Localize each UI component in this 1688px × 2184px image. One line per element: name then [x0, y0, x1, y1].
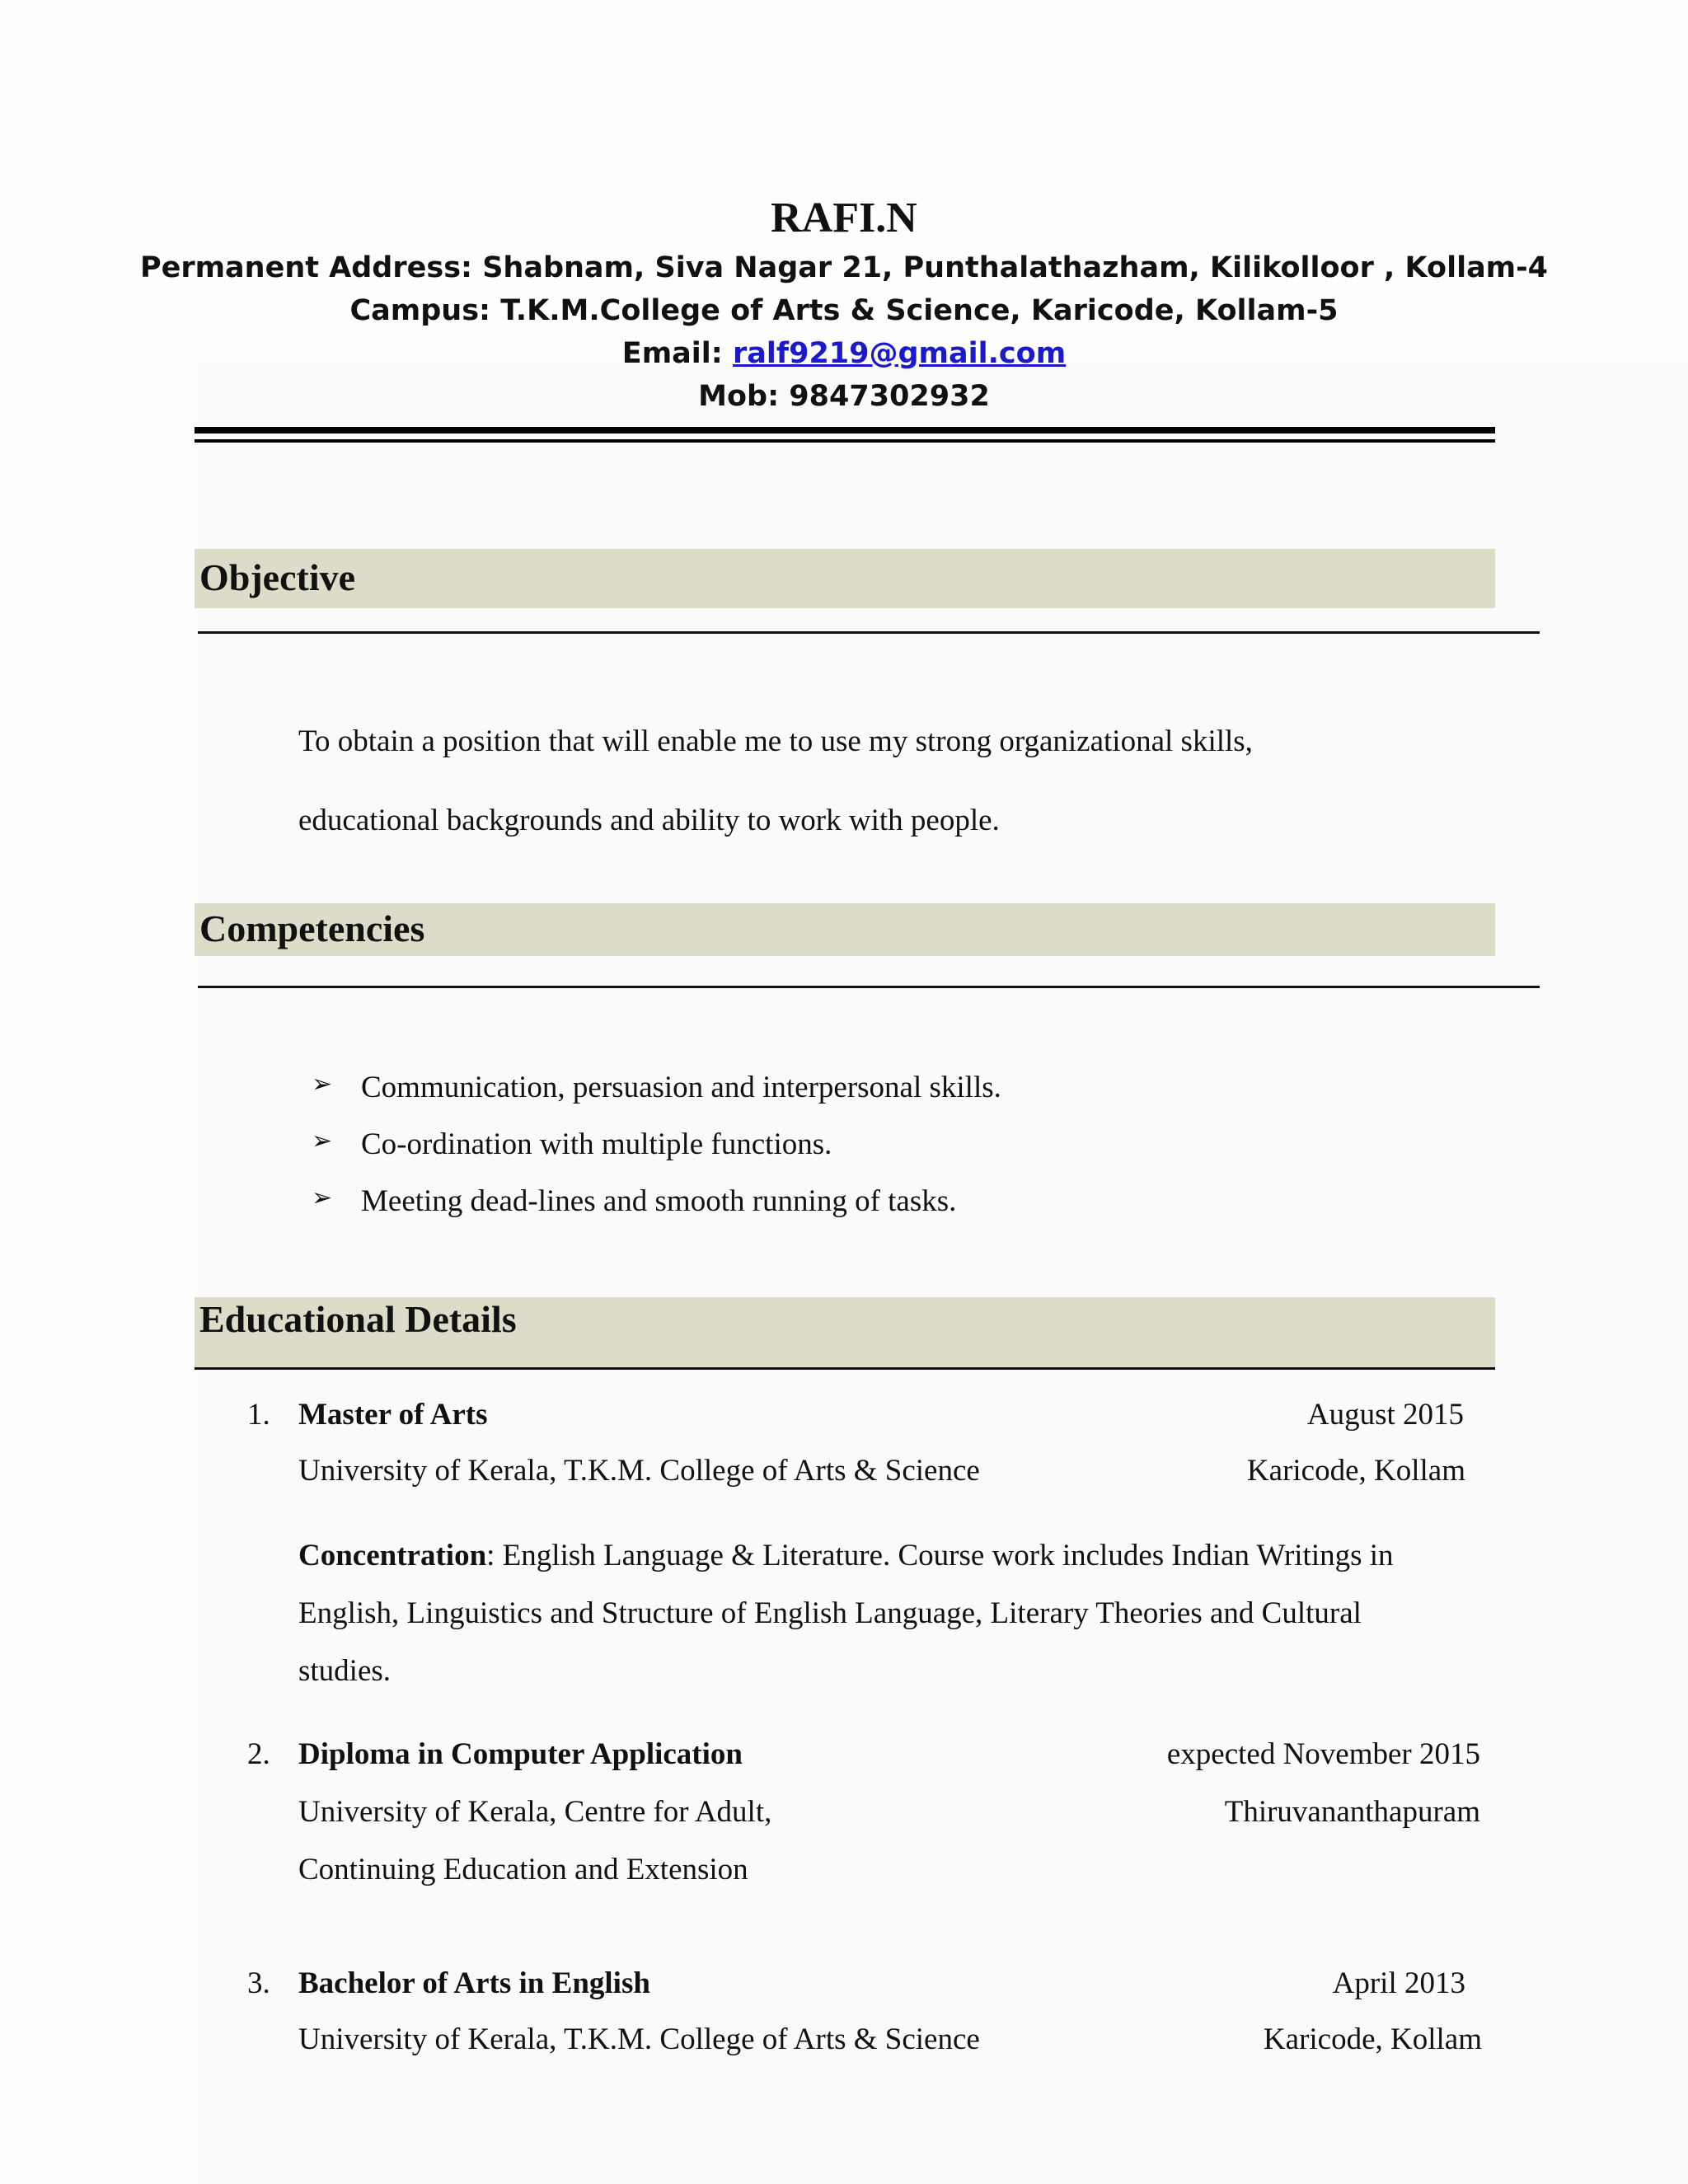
institution: University of Kerala, T.K.M. College of Arts & Science	[298, 2022, 980, 2056]
objective-heading-band	[195, 549, 1495, 608]
education-entry-number: 1.	[247, 1398, 270, 1432]
degree-title: Diploma in Computer Application	[298, 1737, 743, 1771]
competency-text: Communication, persuasion and interpersonal skills.	[361, 1071, 1001, 1104]
education-heading-band	[195, 1297, 1495, 1368]
page-background	[198, 363, 1688, 2184]
degree-date: expected November 2015	[1166, 1737, 1480, 1771]
competencies-heading: Competencies	[199, 907, 425, 949]
objective-line-1: To obtain a position that will enable me to use my strong organizational skills,	[298, 724, 1253, 758]
arrow-bullet-icon: ➢	[312, 1183, 333, 1212]
competency-text: Co-ordination with multiple functions.	[361, 1127, 832, 1161]
concentration-text: : English Language & Literature. Course work includes Indian Writings in	[486, 1539, 1394, 1572]
education-heading: Educational Details	[199, 1298, 517, 1340]
objective-line-2: educational backgrounds and ability to work with people.	[298, 804, 1000, 837]
education-entry-number: 3.	[247, 1966, 270, 2000]
degree-title: Bachelor of Arts in English	[298, 1966, 650, 2000]
competencies-rule	[198, 986, 1540, 988]
arrow-bullet-icon: ➢	[312, 1070, 333, 1099]
concentration-text: studies.	[298, 1654, 392, 1688]
concentration-label: Concentration	[298, 1539, 487, 1572]
institution: University of Kerala, T.K.M. College of Arts & Science	[298, 1454, 980, 1488]
campus-address: Campus: T.K.M.College of Arts & Science, Karicode, Kollam-5	[349, 294, 1339, 327]
institution: University of Kerala, Centre for Adult,	[298, 1795, 772, 1829]
email-label: Email:	[621, 337, 733, 370]
mobile-number: Mob: 9847302932	[698, 380, 990, 413]
degree-date: April 2013	[1332, 1966, 1465, 2000]
institution-line-2: Continuing Education and Extension	[298, 1853, 748, 1886]
education-entry-number: 2.	[247, 1737, 270, 1771]
concentration-text: English, Linguistics and Structure of English Language, Literary Theories and Cultural	[298, 1596, 1362, 1630]
education-rule	[195, 1367, 1495, 1370]
header-divider-thin	[195, 439, 1495, 443]
institution-location: Thiruvananthapuram	[1224, 1795, 1480, 1829]
email-link[interactable]: ralf9219@gmail.com	[732, 337, 1067, 370]
candidate-name: RAFI.N	[771, 194, 917, 241]
arrow-bullet-icon: ➢	[312, 1127, 333, 1155]
degree-title: Master of Arts	[298, 1398, 488, 1432]
permanent-address: Permanent Address: Shabnam, Siva Nagar 21, Punthalathazham, Kilikolloor , Kollam-4	[139, 251, 1549, 284]
institution-location: Karicode, Kollam	[1246, 1454, 1465, 1488]
concentration-line	[298, 1538, 1394, 1573]
competency-text: Meeting dead-lines and smooth running of tasks.	[361, 1184, 957, 1218]
degree-date: August 2015	[1306, 1398, 1464, 1432]
email-line	[0, 337, 1688, 370]
institution-location: Karicode, Kollam	[1263, 2022, 1482, 2056]
objective-heading: Objective	[199, 556, 356, 598]
competencies-heading-band	[195, 903, 1495, 956]
header-divider-thick	[195, 427, 1495, 434]
objective-rule	[198, 631, 1540, 634]
